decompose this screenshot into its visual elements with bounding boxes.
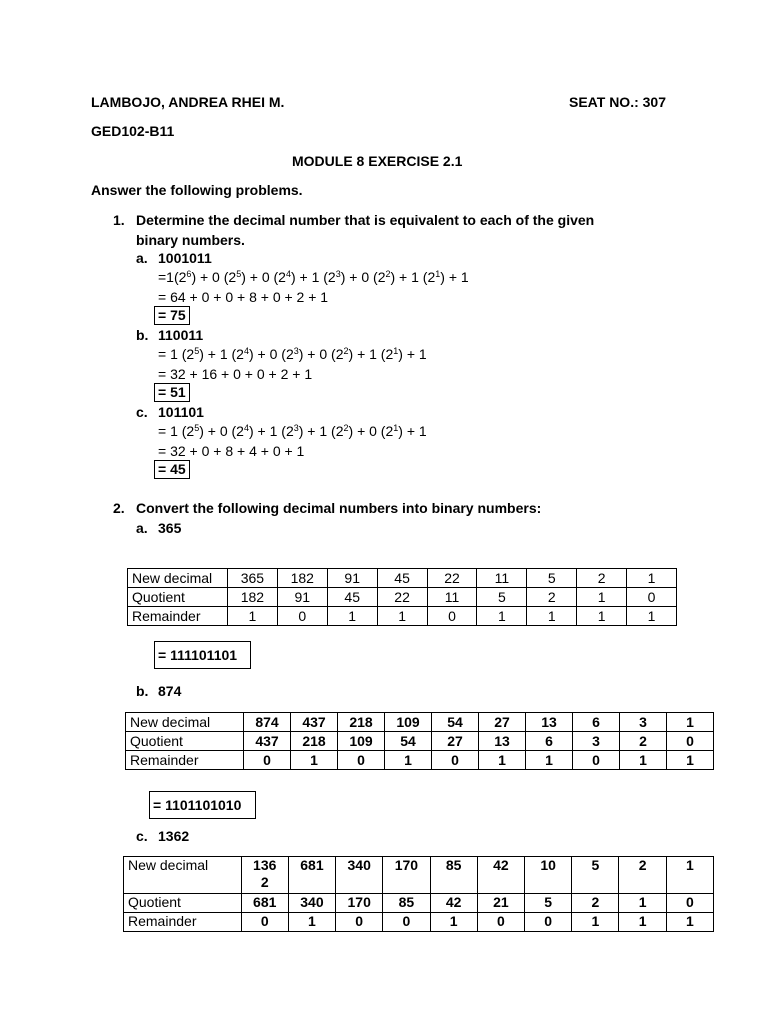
table-cell: 1 — [477, 607, 527, 626]
q1b-answer: = 51 — [154, 383, 190, 402]
table-cell: 2 — [527, 588, 577, 607]
instruction: Answer the following problems. — [91, 182, 303, 198]
table-cell: 0 — [244, 751, 291, 770]
q1c-answer-box — [154, 460, 190, 479]
table-row — [128, 607, 677, 626]
q2a-table — [127, 568, 677, 626]
q1a-sum: = 64 + 0 + 0 + 8 + 0 + 2 + 1 — [158, 289, 329, 305]
q1b-binary: 110011 — [158, 327, 204, 343]
q1a-label: a. — [136, 250, 148, 266]
table-cell: 45 — [327, 588, 377, 607]
q2a-label: a. — [136, 520, 148, 536]
table-cell: 1 — [377, 607, 427, 626]
table-cell: 54 — [385, 732, 432, 751]
q1-text-line2: binary numbers. — [136, 232, 245, 248]
table-cell: 85 — [383, 894, 430, 913]
q2-text: Convert the following decimal numbers into binary numbers: — [136, 500, 542, 516]
table-cell: 1 — [619, 913, 666, 932]
table-cell: 13 — [479, 732, 526, 751]
q2a-answer: = 111101101 — [154, 641, 251, 669]
table-cell: 1 — [619, 894, 666, 913]
table-cell: 11 — [427, 588, 477, 607]
q2-number: 2. — [113, 500, 125, 516]
table-cell: 681 — [288, 857, 335, 894]
table-cell: 0 — [432, 751, 479, 770]
q1-text-line1: Determine the decimal number that is equivalent to each of the given — [136, 212, 595, 228]
table-cell: 1 — [666, 857, 713, 894]
table-cell: 3 — [573, 732, 620, 751]
table-row — [124, 913, 714, 932]
q1-number: 1. — [113, 212, 125, 228]
table-cell: 1 — [327, 607, 377, 626]
q1c-binary: 101101 — [158, 404, 204, 420]
table-cell: 1 — [288, 913, 335, 932]
table-cell: 5 — [525, 894, 572, 913]
table-cell: 42 — [477, 857, 524, 894]
table-cell: 0 — [477, 913, 524, 932]
table-cell — [241, 857, 288, 894]
table-cell: 340 — [336, 857, 383, 894]
table-cell: 1 — [577, 588, 627, 607]
q1c-expansion: = 1 $(2^5) + 0$ $(2^4) + 1$ $(2^3) + 1$ $(2^2) + 0$ $(2^1) + 1$ — [158, 423, 427, 439]
table-cell: 10 — [525, 857, 572, 894]
table-cell: 42 — [430, 894, 477, 913]
row-label: Remainder — [124, 913, 242, 932]
table-cell: 0 — [336, 913, 383, 932]
table-cell: 91 — [327, 569, 377, 588]
table-row — [128, 569, 677, 588]
table-cell: 2 — [572, 894, 619, 913]
table-row — [126, 713, 714, 732]
table-cell: 365 — [227, 569, 277, 588]
table-cell: 681 — [241, 894, 288, 913]
q2b-table — [125, 712, 714, 770]
table-cell: 22 — [377, 588, 427, 607]
table-cell: 45 — [377, 569, 427, 588]
student-name: LAMBOJO, ANDREA RHEI M. — [91, 94, 285, 110]
table-row — [126, 751, 714, 770]
table-cell: 3 — [620, 713, 667, 732]
table-cell: 0 — [427, 607, 477, 626]
table-cell: 1 — [627, 607, 677, 626]
q2b-answer: = 1101101010 — [149, 791, 256, 819]
page-title: MODULE 8 EXERCISE 2.1 — [292, 153, 463, 169]
table-cell: 874 — [244, 713, 291, 732]
table-cell: 170 — [383, 857, 430, 894]
q1c-label: c. — [136, 404, 148, 420]
table-row — [124, 894, 714, 913]
cell-line-2: 2 — [260, 874, 269, 890]
q1a-answer-box — [154, 306, 190, 325]
table-cell: 1 — [666, 913, 713, 932]
table-cell: 5 — [477, 588, 527, 607]
row-label: New decimal — [126, 713, 244, 732]
table-cell: 6 — [526, 732, 573, 751]
table-cell: 27 — [432, 732, 479, 751]
table-cell: 2 — [577, 569, 627, 588]
table-cell: 0 — [667, 732, 714, 751]
table-cell: 170 — [336, 894, 383, 913]
table-cell: 0 — [627, 588, 677, 607]
table-cell: 1 — [291, 751, 338, 770]
q2b-number: 874 — [158, 683, 182, 699]
table-cell: 11 — [477, 569, 527, 588]
table-cell: 1 — [526, 751, 573, 770]
table-cell: 0 — [666, 894, 713, 913]
table-cell: 109 — [385, 713, 432, 732]
table-cell: 0 — [277, 607, 327, 626]
row-label: Quotient — [124, 894, 242, 913]
row-label: Remainder — [126, 751, 244, 770]
table-cell: 218 — [291, 732, 338, 751]
table-cell: 85 — [430, 857, 477, 894]
seat-number: SEAT NO.: 307 — [569, 94, 666, 110]
table-cell: 1 — [627, 569, 677, 588]
table-cell: 1 — [527, 607, 577, 626]
q2c-number: 1362 — [158, 828, 190, 844]
q1b-label: b. — [136, 327, 149, 343]
table-cell: 5 — [527, 569, 577, 588]
table-cell: 1 — [385, 751, 432, 770]
q1b-expansion: = 1 $(2^5) + 1$ $(2^4) + 0$ $(2^3) + 0$ $(2^2) + 1$ $(2^1) + 1$ — [158, 346, 427, 362]
table-cell: 2 — [619, 857, 666, 894]
table-cell: 1 — [620, 751, 667, 770]
q1a-expansion: $=1(2^6) + 0$ $(2^5) + 0$ $(2^4) + 1$ $(2^3) + 0$ $(2^2) + 1$ $(2^1) + 1$ — [158, 269, 469, 285]
row-label: Quotient — [126, 732, 244, 751]
table-cell: 182 — [227, 588, 277, 607]
row-label: Remainder — [128, 607, 228, 626]
table-cell: 437 — [244, 732, 291, 751]
q2b-label: b. — [136, 683, 149, 699]
table-row — [124, 857, 714, 894]
table-cell: 21 — [477, 894, 524, 913]
q2a-number: 365 — [158, 520, 182, 536]
q1a-answer: = 75 — [154, 306, 190, 325]
table-cell: 1 — [430, 913, 477, 932]
table-cell: 22 — [427, 569, 477, 588]
table-row — [126, 732, 714, 751]
table-cell: 27 — [479, 713, 526, 732]
table-cell: 0 — [338, 751, 385, 770]
q1a-binary: 1001011 — [158, 250, 212, 266]
q1c-sum: = 32 + 0 + 8 + 4 + 0 + 1 — [158, 443, 305, 459]
table-cell: 6 — [573, 713, 620, 732]
table-cell: 0 — [383, 913, 430, 932]
table-cell: 2 — [620, 732, 667, 751]
table-cell: 437 — [291, 713, 338, 732]
q1c-answer: = 45 — [154, 460, 190, 479]
row-label: New decimal — [128, 569, 228, 588]
table-cell: 1 — [667, 751, 714, 770]
table-cell: 91 — [277, 588, 327, 607]
table-cell: 0 — [241, 913, 288, 932]
table-cell: 1 — [572, 913, 619, 932]
q1b-sum: = 32 + 16 + 0 + 0 + 2 + 1 — [158, 366, 313, 382]
q1b-answer-box — [154, 383, 190, 402]
table-cell: 109 — [338, 732, 385, 751]
table-cell: 0 — [573, 751, 620, 770]
row-label: New decimal — [124, 857, 242, 894]
table-cell: 0 — [525, 913, 572, 932]
table-cell: 5 — [572, 857, 619, 894]
section-code: GED102-B11 — [91, 123, 175, 139]
cell-line-1: 136 — [253, 857, 277, 873]
table-cell: 182 — [277, 569, 327, 588]
table-row — [128, 588, 677, 607]
row-label: Quotient — [128, 588, 228, 607]
table-cell: 218 — [338, 713, 385, 732]
table-cell: 340 — [288, 894, 335, 913]
q2c-table — [123, 856, 714, 932]
table-cell: 1 — [479, 751, 526, 770]
table-cell: 54 — [432, 713, 479, 732]
table-cell: 1 — [577, 607, 627, 626]
q2c-label: c. — [136, 828, 148, 844]
table-cell: 13 — [526, 713, 573, 732]
table-cell: 1 — [227, 607, 277, 626]
table-cell: 1 — [667, 713, 714, 732]
